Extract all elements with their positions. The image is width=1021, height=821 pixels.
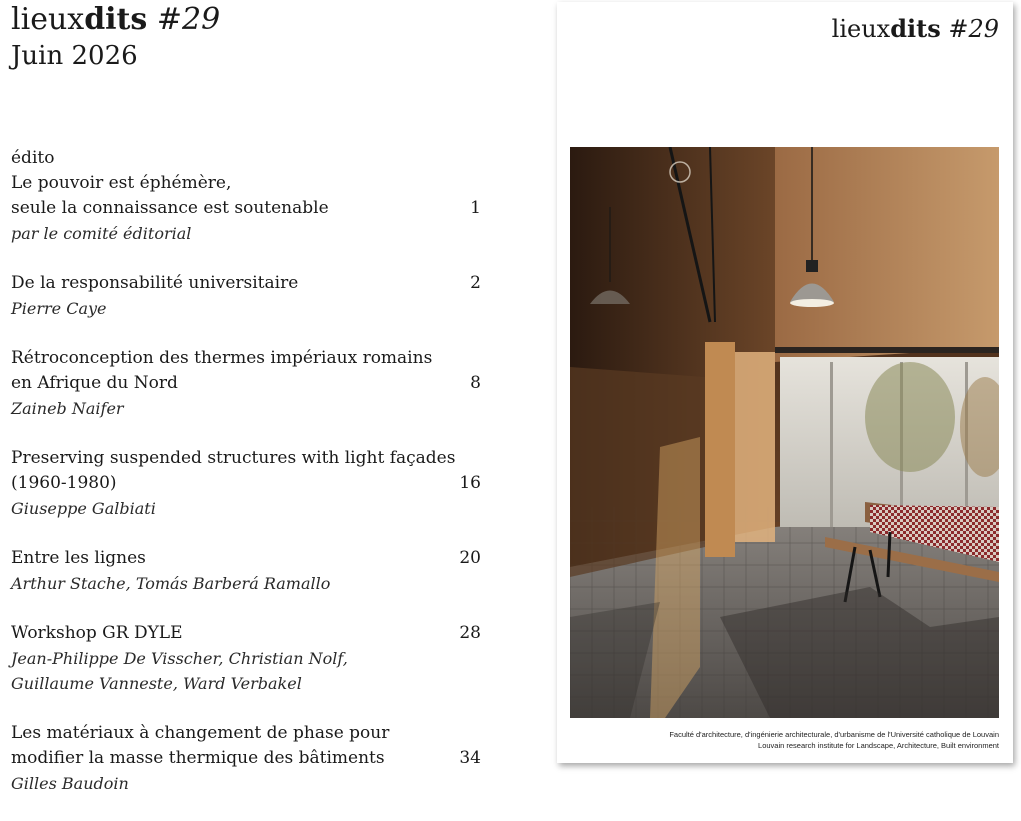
entry-title	[11, 346, 481, 371]
entry-author: Jean-Philippe De Visscher, Christian Nolf,	[11, 649, 348, 668]
entry-author: Arthur Stache, Tomás Barberá Ramallo	[11, 574, 331, 593]
cover-page[interactable]	[557, 2, 1013, 763]
entry-title-line: Preserving suspended structures with light façades	[11, 448, 456, 468]
entry-author: Guillaume Vanneste, Ward Verbakel	[11, 674, 302, 693]
title-bold: dits	[84, 2, 148, 37]
entry-title	[11, 271, 481, 296]
entry-title-line: Le pouvoir est éphémère,	[11, 173, 232, 193]
issue-date: Juin 2026	[11, 41, 138, 71]
page-number: 2	[470, 273, 481, 293]
magazine-title	[11, 2, 220, 38]
entry-title-line: modifier la masse thermique des bâtiments	[11, 748, 385, 768]
entry-title	[11, 371, 481, 396]
table-of-contents	[11, 146, 481, 821]
toc-entry-28[interactable]	[11, 621, 481, 696]
masthead	[11, 2, 220, 74]
page-number: 16	[459, 473, 481, 493]
entry-title	[11, 546, 481, 571]
entry-title	[11, 746, 481, 771]
page-number: 28	[459, 623, 481, 643]
toc-entry-edito[interactable]	[11, 146, 481, 246]
entry-title-line: (1960-1980)	[11, 473, 117, 493]
entry-title-line: en Afrique du Nord	[11, 373, 178, 393]
credit-line: Faculté d'architecture, d'ingénierie architecturale, d'urbanisme de l'Université catholique de Louvain	[669, 730, 999, 739]
entry-title	[11, 446, 481, 471]
entry-author: Zaineb Naifer	[11, 399, 124, 418]
entry-title-line: Entre les lignes	[11, 548, 146, 568]
toc-entry-16[interactable]	[11, 446, 481, 521]
logo-light: lieux	[831, 15, 891, 43]
entry-title	[11, 721, 481, 746]
entry-title	[11, 171, 481, 196]
cover-photo	[570, 147, 999, 718]
cover-credits	[669, 729, 999, 751]
entry-title-line: De la responsabilité universitaire	[11, 273, 299, 293]
entry-title	[11, 621, 481, 646]
entry-title-line: Rétroconception des thermes impériaux romains	[11, 348, 433, 368]
page-number: 8	[470, 373, 481, 393]
page-number: 1	[470, 198, 481, 218]
entry-title	[11, 196, 481, 221]
logo-issue: #29	[948, 15, 999, 43]
entry-title-line: Workshop GR DYLE	[11, 623, 183, 643]
logo-bold: dits	[890, 14, 941, 43]
entry-author: Gilles Baudoin	[11, 774, 129, 793]
entry-title-line: seule la connaissance est soutenable	[11, 198, 329, 218]
title-light: lieux	[11, 2, 85, 37]
toc-entry-2[interactable]	[11, 271, 481, 321]
toc-entry-20[interactable]	[11, 546, 481, 596]
page-number: 20	[459, 548, 481, 568]
entry-author: Giuseppe Galbiati	[11, 499, 156, 518]
interior-photo-illustration	[570, 147, 999, 718]
issue-number: #29	[156, 2, 221, 37]
toc-entry-34[interactable]	[11, 721, 481, 796]
page-number: 34	[459, 748, 481, 768]
section-kicker: édito	[11, 148, 55, 168]
toc-entry-8[interactable]	[11, 346, 481, 421]
entry-author: par le comité éditorial	[11, 224, 192, 243]
entry-title	[11, 471, 481, 496]
entry-author: Pierre Caye	[11, 299, 107, 318]
cover-logo	[832, 14, 999, 44]
credit-line: Louvain research institute for Landscape, Architecture, Built environment	[758, 741, 999, 750]
entry-title-line: Les matériaux à changement de phase pour	[11, 723, 390, 743]
